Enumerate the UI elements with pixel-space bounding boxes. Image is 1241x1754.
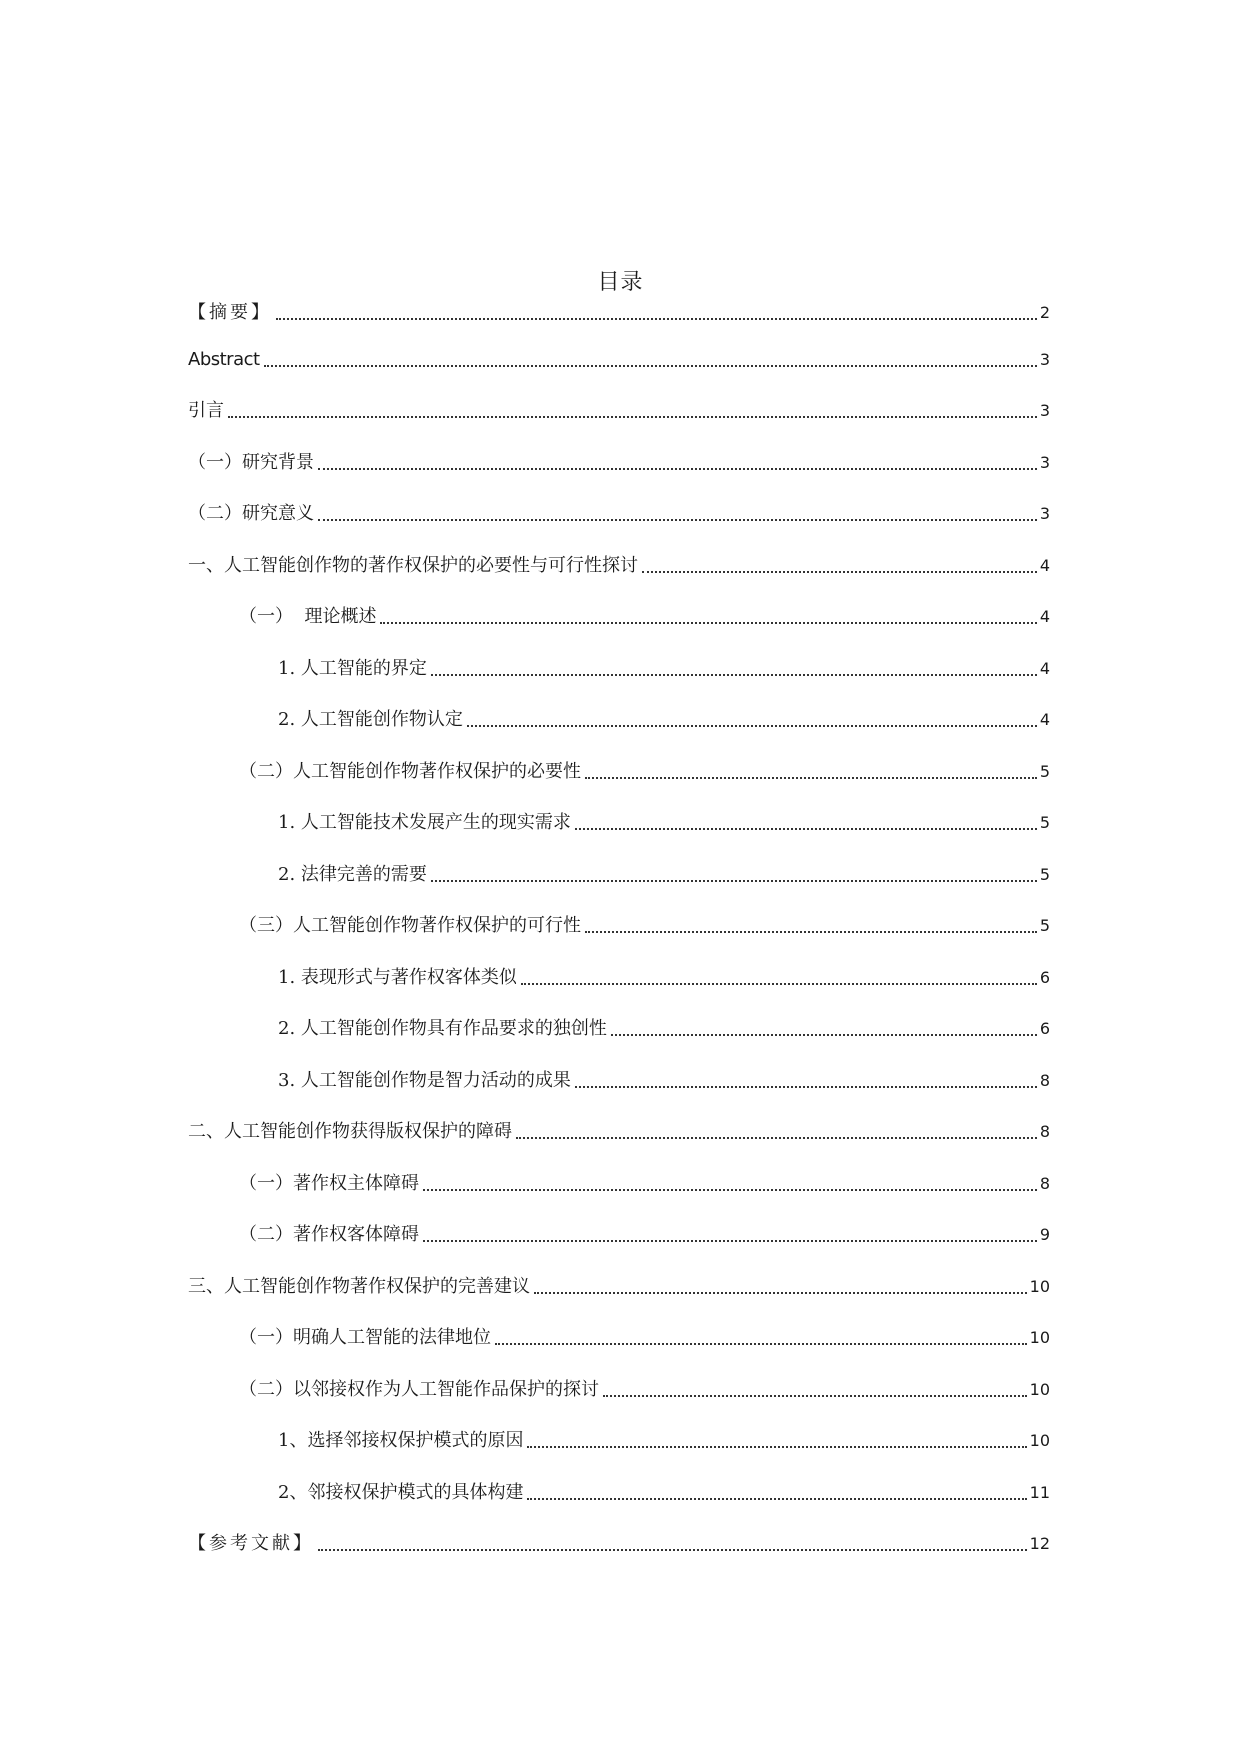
toc-entry-label: 2. 人工智能创作物具有作品要求的独创性 xyxy=(278,1018,607,1039)
toc-entry-1-2-1[interactable] xyxy=(188,794,1050,846)
toc-page-number: 4 xyxy=(1039,555,1050,575)
dot-leader xyxy=(495,1343,1027,1345)
toc-entry-2-2[interactable] xyxy=(188,1206,1050,1258)
toc-page-number: 4 xyxy=(1039,607,1050,626)
toc-page-number: 5 xyxy=(1039,864,1050,884)
toc-entry-1-1-2[interactable] xyxy=(188,691,1050,743)
toc-entry-label: （二）人工智能创作物著作权保护的必要性 xyxy=(239,760,581,782)
dot-leader xyxy=(431,880,1037,882)
toc-entry-1-2[interactable] xyxy=(188,742,1050,794)
toc-page-number: 3 xyxy=(1039,504,1050,523)
toc-entry-label: （二）著作权客体障碍 xyxy=(239,1224,419,1245)
dot-leader xyxy=(380,622,1036,624)
dot-leader xyxy=(423,1240,1037,1242)
toc-entry-1-3-1[interactable] xyxy=(188,948,1050,1000)
toc-entry-label: 2. 法律完善的需要 xyxy=(278,863,427,885)
toc-entry-3-2-2[interactable] xyxy=(188,1463,1050,1515)
toc-entry-references[interactable] xyxy=(188,1515,1050,1567)
dot-leader xyxy=(276,318,1037,320)
dot-leader xyxy=(611,1034,1037,1036)
toc-page-number: 3 xyxy=(1039,452,1050,472)
toc-page-number: 4 xyxy=(1039,658,1050,678)
toc-entry-label: （一） 理论概述 xyxy=(239,606,377,627)
dot-leader xyxy=(534,1292,1027,1294)
dot-leader xyxy=(431,674,1037,676)
toc-entry-label: 【摘要】 xyxy=(188,302,272,323)
toc-entry-3-1[interactable] xyxy=(188,1309,1050,1361)
toc-entry-label: 2、邻接权保护模式的具体构建 xyxy=(278,1481,524,1503)
toc-entry-label: 一、人工智能创作物的著作权保护的必要性与可行性探讨 xyxy=(188,554,638,576)
toc-entry-introduction[interactable] xyxy=(188,382,1050,434)
toc-page-number: 10 xyxy=(1029,1328,1050,1347)
toc-entry-label: 1、选择邻接权保护模式的原因 xyxy=(278,1430,524,1451)
toc-entry-2-1[interactable] xyxy=(188,1154,1050,1206)
toc-page-number: 2 xyxy=(1039,303,1050,322)
dot-leader xyxy=(467,725,1037,727)
toc-page-number: 5 xyxy=(1039,761,1050,781)
toc-entry-label: 【参考文献】 xyxy=(188,1533,314,1554)
toc-page-number: 4 xyxy=(1039,710,1050,729)
toc-page-number: 5 xyxy=(1039,813,1050,832)
dot-leader xyxy=(527,1498,1026,1500)
toc-page-number: 10 xyxy=(1029,1431,1050,1450)
toc-page-number: 10 xyxy=(1029,1276,1050,1296)
toc-entry-chapter-1[interactable] xyxy=(188,536,1050,588)
dot-leader xyxy=(575,828,1037,830)
toc-page-number: 8 xyxy=(1039,1070,1050,1090)
toc-page-number: 5 xyxy=(1039,916,1050,935)
toc-entry-label: 3. 人工智能创作物是智力活动的成果 xyxy=(278,1069,571,1091)
dot-leader xyxy=(521,983,1037,985)
toc-entry-label: （二）研究意义 xyxy=(188,503,314,524)
toc-entry-abstract-en[interactable] xyxy=(188,330,1050,382)
toc-page-number: 8 xyxy=(1039,1122,1050,1141)
toc-page-number: 9 xyxy=(1039,1225,1050,1244)
toc-list xyxy=(188,300,1050,1566)
toc-entry-chapter-3[interactable] xyxy=(188,1257,1050,1309)
dot-leader xyxy=(423,1189,1037,1191)
dot-leader xyxy=(264,365,1037,367)
toc-entry-label: （一）明确人工智能的法律地位 xyxy=(239,1327,491,1348)
toc-entry-label: 引言 xyxy=(188,400,224,421)
toc-entry-label: 2. 人工智能创作物认定 xyxy=(278,709,463,730)
toc-page-number: 8 xyxy=(1039,1173,1050,1193)
toc-entry-label: 1. 表现形式与著作权客体类似 xyxy=(278,966,517,988)
dot-leader xyxy=(318,519,1037,521)
dot-leader xyxy=(603,1395,1027,1397)
toc-entry-label: 三、人工智能创作物著作权保护的完善建议 xyxy=(188,1275,530,1297)
toc-entry-1-1[interactable] xyxy=(188,588,1050,640)
toc-title: 目录 xyxy=(597,270,644,295)
toc-entry-chapter-2[interactable] xyxy=(188,1103,1050,1155)
dot-leader xyxy=(575,1086,1037,1088)
toc-entry-1-3-3[interactable] xyxy=(188,1051,1050,1103)
toc-entry-1-3[interactable] xyxy=(188,897,1050,949)
toc-page-number: 11 xyxy=(1029,1482,1050,1502)
toc-entry-label: Abstract xyxy=(188,348,260,370)
dot-leader xyxy=(527,1446,1026,1448)
dot-leader xyxy=(585,931,1037,933)
toc-page-number: 6 xyxy=(1039,1019,1050,1038)
toc-entry-1-2-2[interactable] xyxy=(188,845,1050,897)
dot-leader xyxy=(642,571,1037,573)
toc-entry-3-2-1[interactable] xyxy=(188,1412,1050,1464)
toc-entry-label: （二）以邻接权作为人工智能作品保护的探讨 xyxy=(239,1378,599,1400)
toc-page-number: 3 xyxy=(1039,401,1050,420)
dot-leader xyxy=(318,468,1037,470)
toc-page-number: 12 xyxy=(1029,1534,1050,1553)
toc-entry-research-background[interactable] xyxy=(188,433,1050,485)
toc-entry-label: 1. 人工智能技术发展产生的现实需求 xyxy=(278,812,571,833)
toc-entry-1-3-2[interactable] xyxy=(188,1000,1050,1052)
dot-leader xyxy=(318,1549,1027,1551)
toc-page-number: 10 xyxy=(1029,1379,1050,1399)
toc-entry-abstract-cn[interactable] xyxy=(188,300,1050,330)
toc-entry-1-1-1[interactable] xyxy=(188,639,1050,691)
toc-entry-label: （三）人工智能创作物著作权保护的可行性 xyxy=(239,915,581,936)
toc-entry-label: 1. 人工智能的界定 xyxy=(278,657,427,679)
dot-leader xyxy=(516,1137,1037,1139)
toc-entry-research-significance[interactable] xyxy=(188,485,1050,537)
toc-entry-3-2[interactable] xyxy=(188,1360,1050,1412)
toc-entry-label: 二、人工智能创作物获得版权保护的障碍 xyxy=(188,1121,512,1142)
toc-entry-label: （一）研究背景 xyxy=(188,451,314,473)
toc-entry-label: （一）著作权主体障碍 xyxy=(239,1172,419,1194)
toc-page-number: 6 xyxy=(1039,967,1050,987)
dot-leader xyxy=(228,416,1037,418)
toc-page-number: 3 xyxy=(1039,349,1050,369)
dot-leader xyxy=(585,777,1037,779)
